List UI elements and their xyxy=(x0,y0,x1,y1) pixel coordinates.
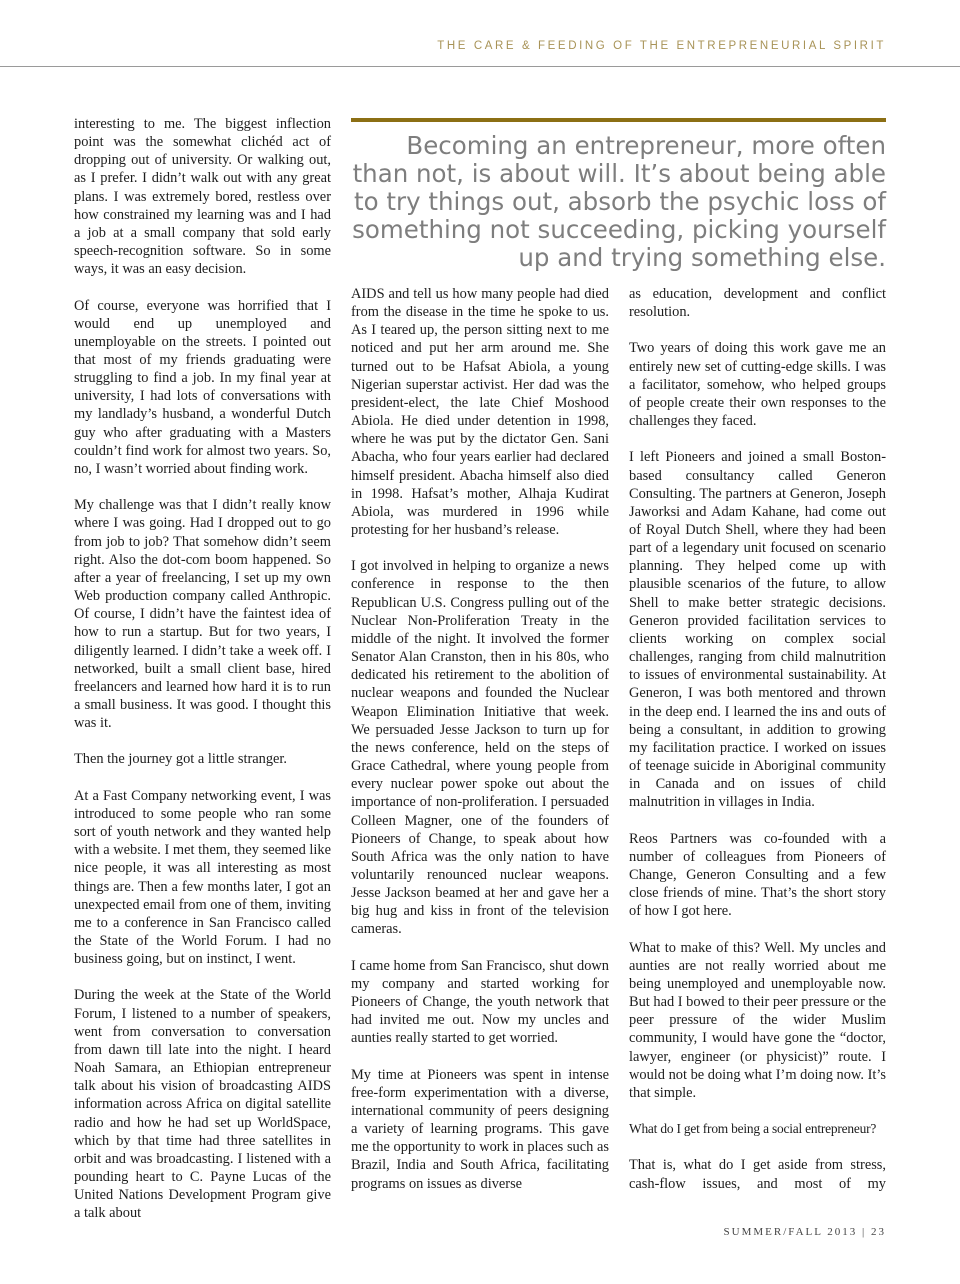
paragraph: I left Pioneers and joined a small Boston-based consultancy called Generon Consulting. The partners at Generon, Joseph Jaworksi and Adam Kahane, had come out of Royal Dutch Shell, where they had been part of a legendary unit focused on scenario planning. They helped come up with plausible scenarios of the future, to allow Shell to make better strategic decisions. Generon provided facilitation services to clients working on complex social challenges, ranging from child malnutrition to issues of environmental sustainability. At Generon, I was both mentored and thrown in the deep end. I learned the ins and outs of being a consultant, in addition to growing my facilitation practice. I worked on issues of teenage suicide in Aboriginal community in Canada and on issues of child malnutrition in villages in India. xyxy=(629,449,886,811)
column-3 xyxy=(629,285,886,1211)
paragraph: I got involved in helping to organize a news conference in response to the then Republican U.S. Congress pulling out of the Nuclear Non-Proliferation Treaty in the middle of the night. It involved the former Senator Alan Cranston, then in his 80s, who dedicated his retirement to the abolition of nuclear weapons and founded the Nuclear Weapon Elimination Initiative that week. We persuaded Jesse Jackson to turn up for the news conference, held on the steps of Grace Cathedral, where young people from every nuclear power spoke out about the importance of non-proliferation. I persuaded Colleen Magner, one of the founders of Pioneers of Change, to speak about how South Africa was the only nation to have voluntarily renounced nuclear weapons. Jesse Jackson beamed at her and gave her a big hug and kiss in front of the television cameras. xyxy=(351,558,609,938)
section-question: What do I get from being a social entrepreneur? xyxy=(629,1121,877,1137)
paragraph: Then the journey got a little stranger. xyxy=(74,751,287,768)
paragraph: At a Fast Company networking event, I was introduced to some people who ran some sort of youth network and they wanted help with a website. I met them, they seemed like nice people, it was all interesting as most things are. Then a few months later, I got an unexpected email from one of them, inviting me to a conference in San Francisco called the State of the World Forum. I had no business going, but on instinct, I went. xyxy=(74,787,331,968)
paragraph: AIDS and tell us how many people had died from the disease in the time he spoke to us. As I teared up, the person sitting next to me noticed and put her arm around me. She turned out to be Hafsat Abiola, a young Nigerian superstar activist. Her dad was the president-elect, the late Chief Moshood Abiola. He died under detention in 1998, where he was put by the dictator Gen. Sani Abacha, who four years earlier had declared himself president. Abacha himself also died in 1998. Hafsat’s mother, Alhaja Kudirat Abiola, was murdered in 1996 while protesting for her husband’s release. xyxy=(351,286,609,539)
paragraph: During the week at the State of the World Forum, I listened to a number of speakers, went from conversation to conversation from dawn till late into the night. I heard Noah Samara, an Ethiopian entrepreneur talk about his vision of broadcasting AIDS information across Africa on digital satellite radio and how he had set up WorldSpace, which by that time had three satellites in orbit and was broadcasting. I listened with a pounding heart to C. Payne Lucas of the United Nations Development Program give a talk about xyxy=(74,987,331,1222)
pull-quote-rule xyxy=(351,118,886,122)
header-rule xyxy=(0,66,960,67)
paragraph: My challenge was that I didn’t really know where I was going. Had I dropped out to go from job to job? That somehow didn’t seem right. Also the dot-com boom happened. So after a year of freelancing, I set up my own Web production company called Anthropic. Of course, I didn’t have the faintest idea of how to run a startup. But for two years, I diligently learned. I didn’t take a week off. I networked, built a small client base, hired freelancers and learned how hard it is to run a small business. It was good. I thought this was it. xyxy=(74,497,331,732)
paragraph: Reos Partners was co-founded with a number of colleagues from Pioneers of Change, Generon Consulting and a few close friends of mine. That’s the short story of how I got here. xyxy=(629,830,886,920)
paragraph: That is, what do I get aside from stress, cash-flow issues, and most of my xyxy=(629,1157,886,1192)
column-2 xyxy=(351,285,609,1211)
paragraph: Two years of doing this work gave me an entirely new set of cutting-edge skills. I was a facilitator, somehow, who helped groups of people create their own responses to the challenges they faced. xyxy=(629,340,886,430)
paragraph: What to make of this? Well. My uncles and aunties are not really worried about me being unemployed and unemployable now. But had I bowed to their peer pressure or the peer pressure of the wider Muslim community, I would have gone the “doctor, lawyer, engineer (or physicist)” route. I would not be doing what I’m doing now. It’s that simple. xyxy=(629,939,886,1101)
paragraph: as education, development and conflict resolution. xyxy=(629,286,886,321)
paragraph: interesting to me. The biggest inflection point was the somewhat clichéd act of dropping out of university. Or walking out, as I prefer. I didn’t walk out with any great plans. I was extremely bored, restless over how constrained my learning was and I had a job at a small company that sold early speech-recognition software. So in some ways, it was an easy decision. xyxy=(74,116,331,278)
running-title: THE CARE & FEEDING OF THE ENTREPRENEURIAL SPIRIT xyxy=(437,40,886,52)
page-folio: SUMMER/FALL 2013 | 23 xyxy=(723,1226,886,1238)
column-1 xyxy=(74,115,331,1241)
paragraph: Of course, everyone was horrified that I would end up unemployed and unemployable on the streets. I pointed out that most of my friends graduating were struggling to find a job. In my final year at university, I had lots of conversations with my landlady’s husband, a wonderful Dutch guy who after graduating with a Masters couldn’t find work for almost two years. So, no, I wasn’t worried about finding work. xyxy=(74,297,331,477)
paragraph: I came home from San Francisco, shut down my company and started working for Pioneers of Change, the youth network that had invited me out. Now my uncles and aunties really started to get worried. xyxy=(351,957,609,1047)
pull-quote: Becoming an entrepreneur, more often than not, is about will. It’s about being able to try things out, absorb the psychic loss of something not succeeding, picking yourself up and trying something else. xyxy=(352,131,886,272)
paragraph: My time at Pioneers was spent in intense free-form experimentation with a diverse, international community of peers designing a variety of learning programs. This gave me the opportunity to work in places such as Brazil, India and South Africa, facilitating programs on issues as diverse xyxy=(351,1066,609,1192)
